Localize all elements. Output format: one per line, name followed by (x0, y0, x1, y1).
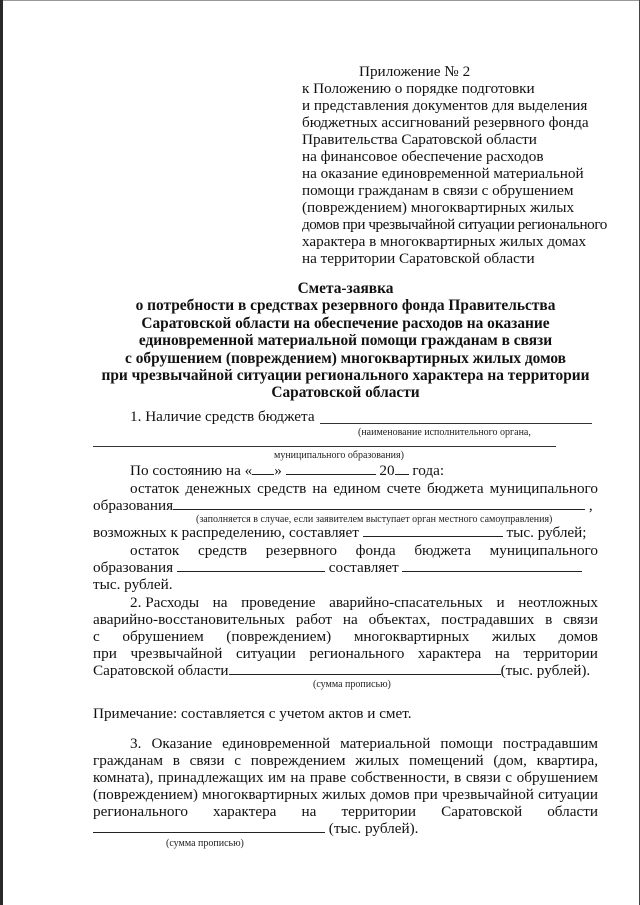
date-day-field[interactable] (252, 462, 274, 475)
balance-line-2 (93, 497, 593, 514)
budget-name-hint: (наименование исполнительного органа, (358, 427, 531, 438)
appendix-line: на территории Саратовской области (302, 250, 535, 267)
word: при (93, 645, 117, 662)
document-title-line: Саратовской области (271, 384, 420, 402)
word: фонда (355, 542, 396, 559)
word: территории (341, 803, 417, 820)
word: жилых (491, 628, 536, 645)
reserve-line-2 (93, 559, 582, 576)
word: (повреждением) (226, 628, 332, 645)
word: на (212, 594, 228, 611)
sum-unit: (тыс. рублей). (328, 820, 419, 837)
note: Примечание: составляется с учетом актов и смет. (93, 705, 412, 722)
document-title-line: Саратовской области на обеспечение расходов на оказание (141, 314, 550, 332)
page-edge-top (0, 0, 640, 1)
budget-name-hint-continued: муниципального образования) (274, 450, 404, 461)
word: с (93, 628, 100, 645)
document-title-line: с обрушением (повреждением) многоквартирных жилых домов (125, 349, 566, 367)
distribution-line (93, 524, 587, 541)
appendix-line: и представления документов для выделения (302, 97, 588, 114)
distribution-amount-field[interactable] (363, 524, 503, 537)
word: обрушением (122, 628, 204, 645)
appendix-line: домов при чрезвычайной ситуации регионального (302, 216, 607, 233)
date-suffix: года: (412, 462, 445, 479)
appendix-line: к Положению о порядке подготовки (302, 80, 535, 97)
section-2-sum-line (93, 662, 590, 679)
word: домов (558, 628, 598, 645)
section-2-line (93, 628, 598, 645)
word: ситуации (235, 645, 296, 662)
comma: , (588, 497, 593, 514)
word: области (547, 803, 598, 820)
reserve-municipality-field[interactable] (177, 559, 325, 572)
word: регионального (309, 645, 405, 662)
distribution-unit: тыс. рублей; (506, 524, 587, 541)
distribution-label: возможных к распределению, составляет (93, 524, 359, 541)
date-line (130, 462, 444, 479)
word: многоквартирных (353, 628, 470, 645)
reserve-amount-field[interactable] (402, 559, 582, 572)
appendix-line: (повреждением) многоквартирных жилых (302, 199, 575, 216)
budget-name-field-continued[interactable] (93, 446, 556, 447)
section-3-line: (повреждением) многоквартирных жилых домов при чрезвычайной ситуации (93, 786, 598, 803)
word: резервного (265, 542, 337, 559)
date-month-field[interactable] (286, 462, 376, 475)
document-title-line: при чрезвычайной ситуации регионального характера на территории (101, 367, 590, 385)
word: характера (417, 645, 482, 662)
section-2-sum-field[interactable] (229, 662, 501, 675)
appendix-title: Приложение № 2 (359, 63, 471, 80)
section-2-line (93, 594, 598, 611)
section-1-label: 1. Наличие средств бюджета (130, 408, 315, 425)
word: регионального (93, 803, 188, 820)
date-prefix: По состоянию на « (130, 462, 253, 479)
appendix-line: помощи гражданам в связи с обрушением (302, 182, 574, 199)
word: неотложных (518, 594, 598, 611)
appendix-line: бюджетных ассигнований резервного фонда (302, 114, 589, 131)
document-title-line: единовременной материальной помощи гражданам в связи (138, 332, 553, 350)
word: муниципального (489, 542, 598, 559)
reserve-line (93, 542, 598, 559)
document-title (93, 280, 598, 402)
section-3-sum-field[interactable] (93, 820, 325, 833)
word: аварийно-спасательных (329, 594, 483, 611)
balance-label: образования (93, 497, 174, 514)
word: бюджета (414, 542, 471, 559)
word: 2. Расходы (130, 594, 200, 611)
reserve-mid: составляет (328, 559, 399, 576)
section-3-line: 3. Оказание единовременной материальной помощи пострадавшим (130, 735, 598, 752)
municipality-hint: (заполняется в случае, если заявителем выступает орган местного самоуправления) (196, 514, 553, 525)
date-mid: » (274, 462, 282, 479)
section-3-sum-hint: (сумма прописью) (166, 838, 244, 849)
document-heading: Смета-заявка (297, 280, 394, 297)
word: Саратовской (441, 803, 523, 820)
word: и (496, 594, 505, 611)
appendix-line: на финансовое обеспечение расходов (302, 148, 544, 165)
reserve-label: образования (93, 559, 174, 576)
section-2-line (93, 645, 598, 662)
word: на (301, 803, 317, 820)
page-edge-left (0, 0, 3, 905)
budget-name-field[interactable] (320, 423, 592, 424)
section-3-line: комната), принадлежащих им на праве собственности, в связи с обрушением (93, 769, 598, 786)
word: чрезвычайной (130, 645, 223, 662)
appendix-line: на оказание единовременной материальной (302, 165, 584, 182)
date-year-field[interactable] (395, 462, 409, 475)
document-title-line: о потребности в средствах резервного фонда Правительства (135, 297, 556, 315)
reserve-unit: тыс. рублей. (93, 576, 173, 593)
appendix-line: Правительства Саратовской области (302, 131, 537, 148)
date-year-prefix: 20 (379, 462, 395, 479)
section-3-line: гражданам в связи с повреждением жилых помещений (дом, квартира, (93, 752, 598, 769)
section-3-line (93, 803, 598, 820)
appendix-line: характера в многоквартирных жилых домах (302, 233, 587, 250)
section-2-line: аварийно-восстановительных работ на объектах, пострадавших в связи (93, 611, 598, 628)
section-3-sum-line (93, 820, 418, 837)
word: на (494, 645, 510, 662)
word: характера (213, 803, 277, 820)
word: территории (523, 645, 598, 662)
sum-label: Саратовской области (93, 662, 229, 679)
section-2-sum-hint: (сумма прописью) (313, 679, 391, 690)
word: проведение (241, 594, 316, 611)
word: средств (197, 542, 248, 559)
word: остаток (130, 542, 180, 559)
sum-unit: (тыс. рублей). (500, 662, 591, 679)
balance-line: остаток денежных средств на едином счете бюджета муниципального (130, 480, 598, 497)
municipality-field[interactable] (173, 497, 585, 510)
